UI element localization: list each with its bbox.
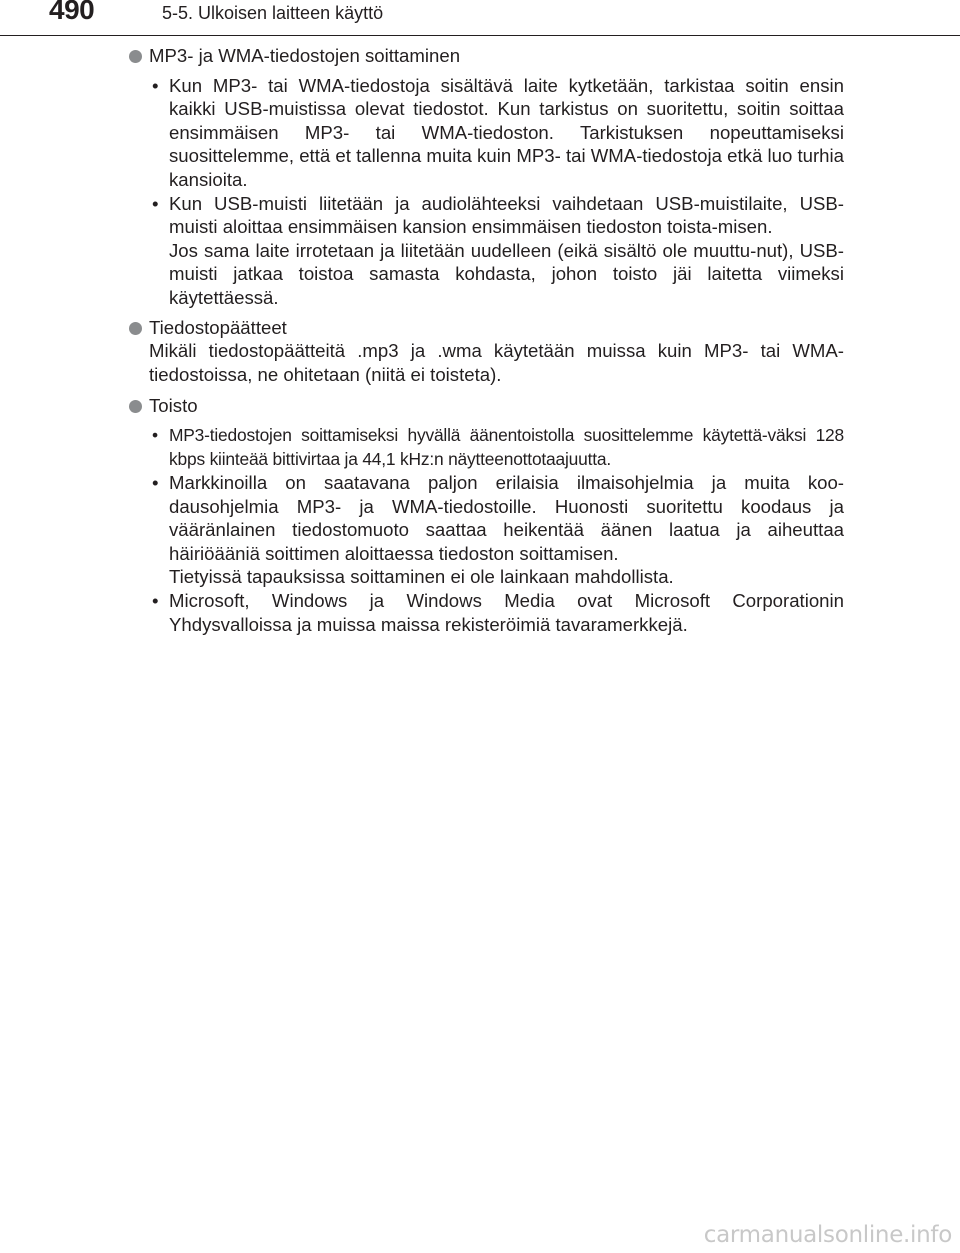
list-item — [149, 589, 844, 636]
bullet-dot-icon — [129, 50, 142, 63]
bullet-dot-icon — [129, 400, 142, 413]
section-heading: Toisto — [149, 395, 198, 417]
bullet-list — [149, 424, 844, 636]
bullet-list — [149, 74, 844, 310]
page-content — [128, 44, 844, 636]
section-playback — [128, 394, 844, 636]
list-item — [149, 192, 844, 310]
section-heading: Tiedostopäätteet — [149, 316, 287, 338]
paragraph: Kun MP3- tai WMA-tiedostoja sisältävä laite kytketään, tarkistaa soitin ensin kaikki USB-muistissa olevat tiedostot. Kun tarkistus on suoritettu, soitin soittaa ensimmäisen MP3- tai WMA-tiedoston. Tarkistuksen nopeuttamiseksi suosittelemme, että et tallenna muita kuin MP3- tai WMA-tiedostoja etkä luo turhia kansioita. — [169, 74, 844, 190]
bullet-mark: • — [152, 74, 159, 96]
bullet-dot-icon — [129, 322, 142, 335]
section-file-extensions — [128, 316, 844, 387]
bullet-mark: • — [152, 472, 159, 494]
paragraph: Jos sama laite irrotetaan ja liitetään uudelleen (eikä sisältö ole muuttu-nut), USB-muisti jatkaa toistoa samasta kohdasta, johon toisto jäi laitetta viimeksi käytettäessä. — [169, 239, 844, 308]
paragraph: MP3-tiedostojen soittamiseksi hyvällä äänentoistolla suosittelemme käytettä-väksi 128 kbps kiinteää bittivirtaa ja 44,1 kHz:n näytteenottotaajuutta. — [169, 424, 844, 469]
paragraph: Kun USB-muisti liitetään ja audiolähteeksi vaihdetaan USB-muistilaite, USB-muisti aloittaa ensimmäisen kansion ensimmäisen tiedoston toista-misen. — [169, 192, 844, 238]
list-item — [149, 424, 844, 471]
header-divider — [0, 35, 960, 36]
section-heading: MP3- ja WMA-tiedostojen soittaminen — [149, 45, 461, 66]
bullet-mark: • — [152, 424, 158, 445]
bullet-mark: • — [152, 192, 159, 214]
page-number: 490 — [49, 0, 95, 25]
list-item — [149, 471, 844, 589]
bullet-mark: • — [152, 590, 159, 612]
section-text: Mikäli tiedostopäätteitä .mp3 ja .wma käytetään muissa kuin MP3- tai WMA-tiedostoissa, ne ohitetaan (niitä ei toisteta). — [149, 340, 844, 385]
section-mp3-wma-playback — [128, 44, 844, 310]
watermark: carmanualsonline.info — [703, 1222, 952, 1248]
paragraph: Tietyissä tapauksissa soittaminen ei ole lainkaan mahdollista. — [169, 566, 674, 588]
list-item — [149, 74, 844, 192]
paragraph: Markkinoilla on saatavana paljon erilaisia ilmaisohjelmia ja muita koo-dausohjelmia MP3- ja WMA-tiedostoille. Huonosti suoritettu koodaus ja vääränlainen tiedostomuoto saattaa heikentää äänen laatua ja aiheuttaa häiriöääniä soittimen aloittaessa tiedoston soittamisen. — [169, 472, 844, 564]
paragraph: Microsoft, Windows ja Windows Media ovat Microsoft Corporationin Yhdysvalloissa ja muissa maissa rekisteröimiä tavaramerkkejä. — [169, 590, 844, 635]
section-title: 5-5. Ulkoisen laitteen käyttö — [162, 3, 384, 23]
page-header — [0, 0, 960, 40]
